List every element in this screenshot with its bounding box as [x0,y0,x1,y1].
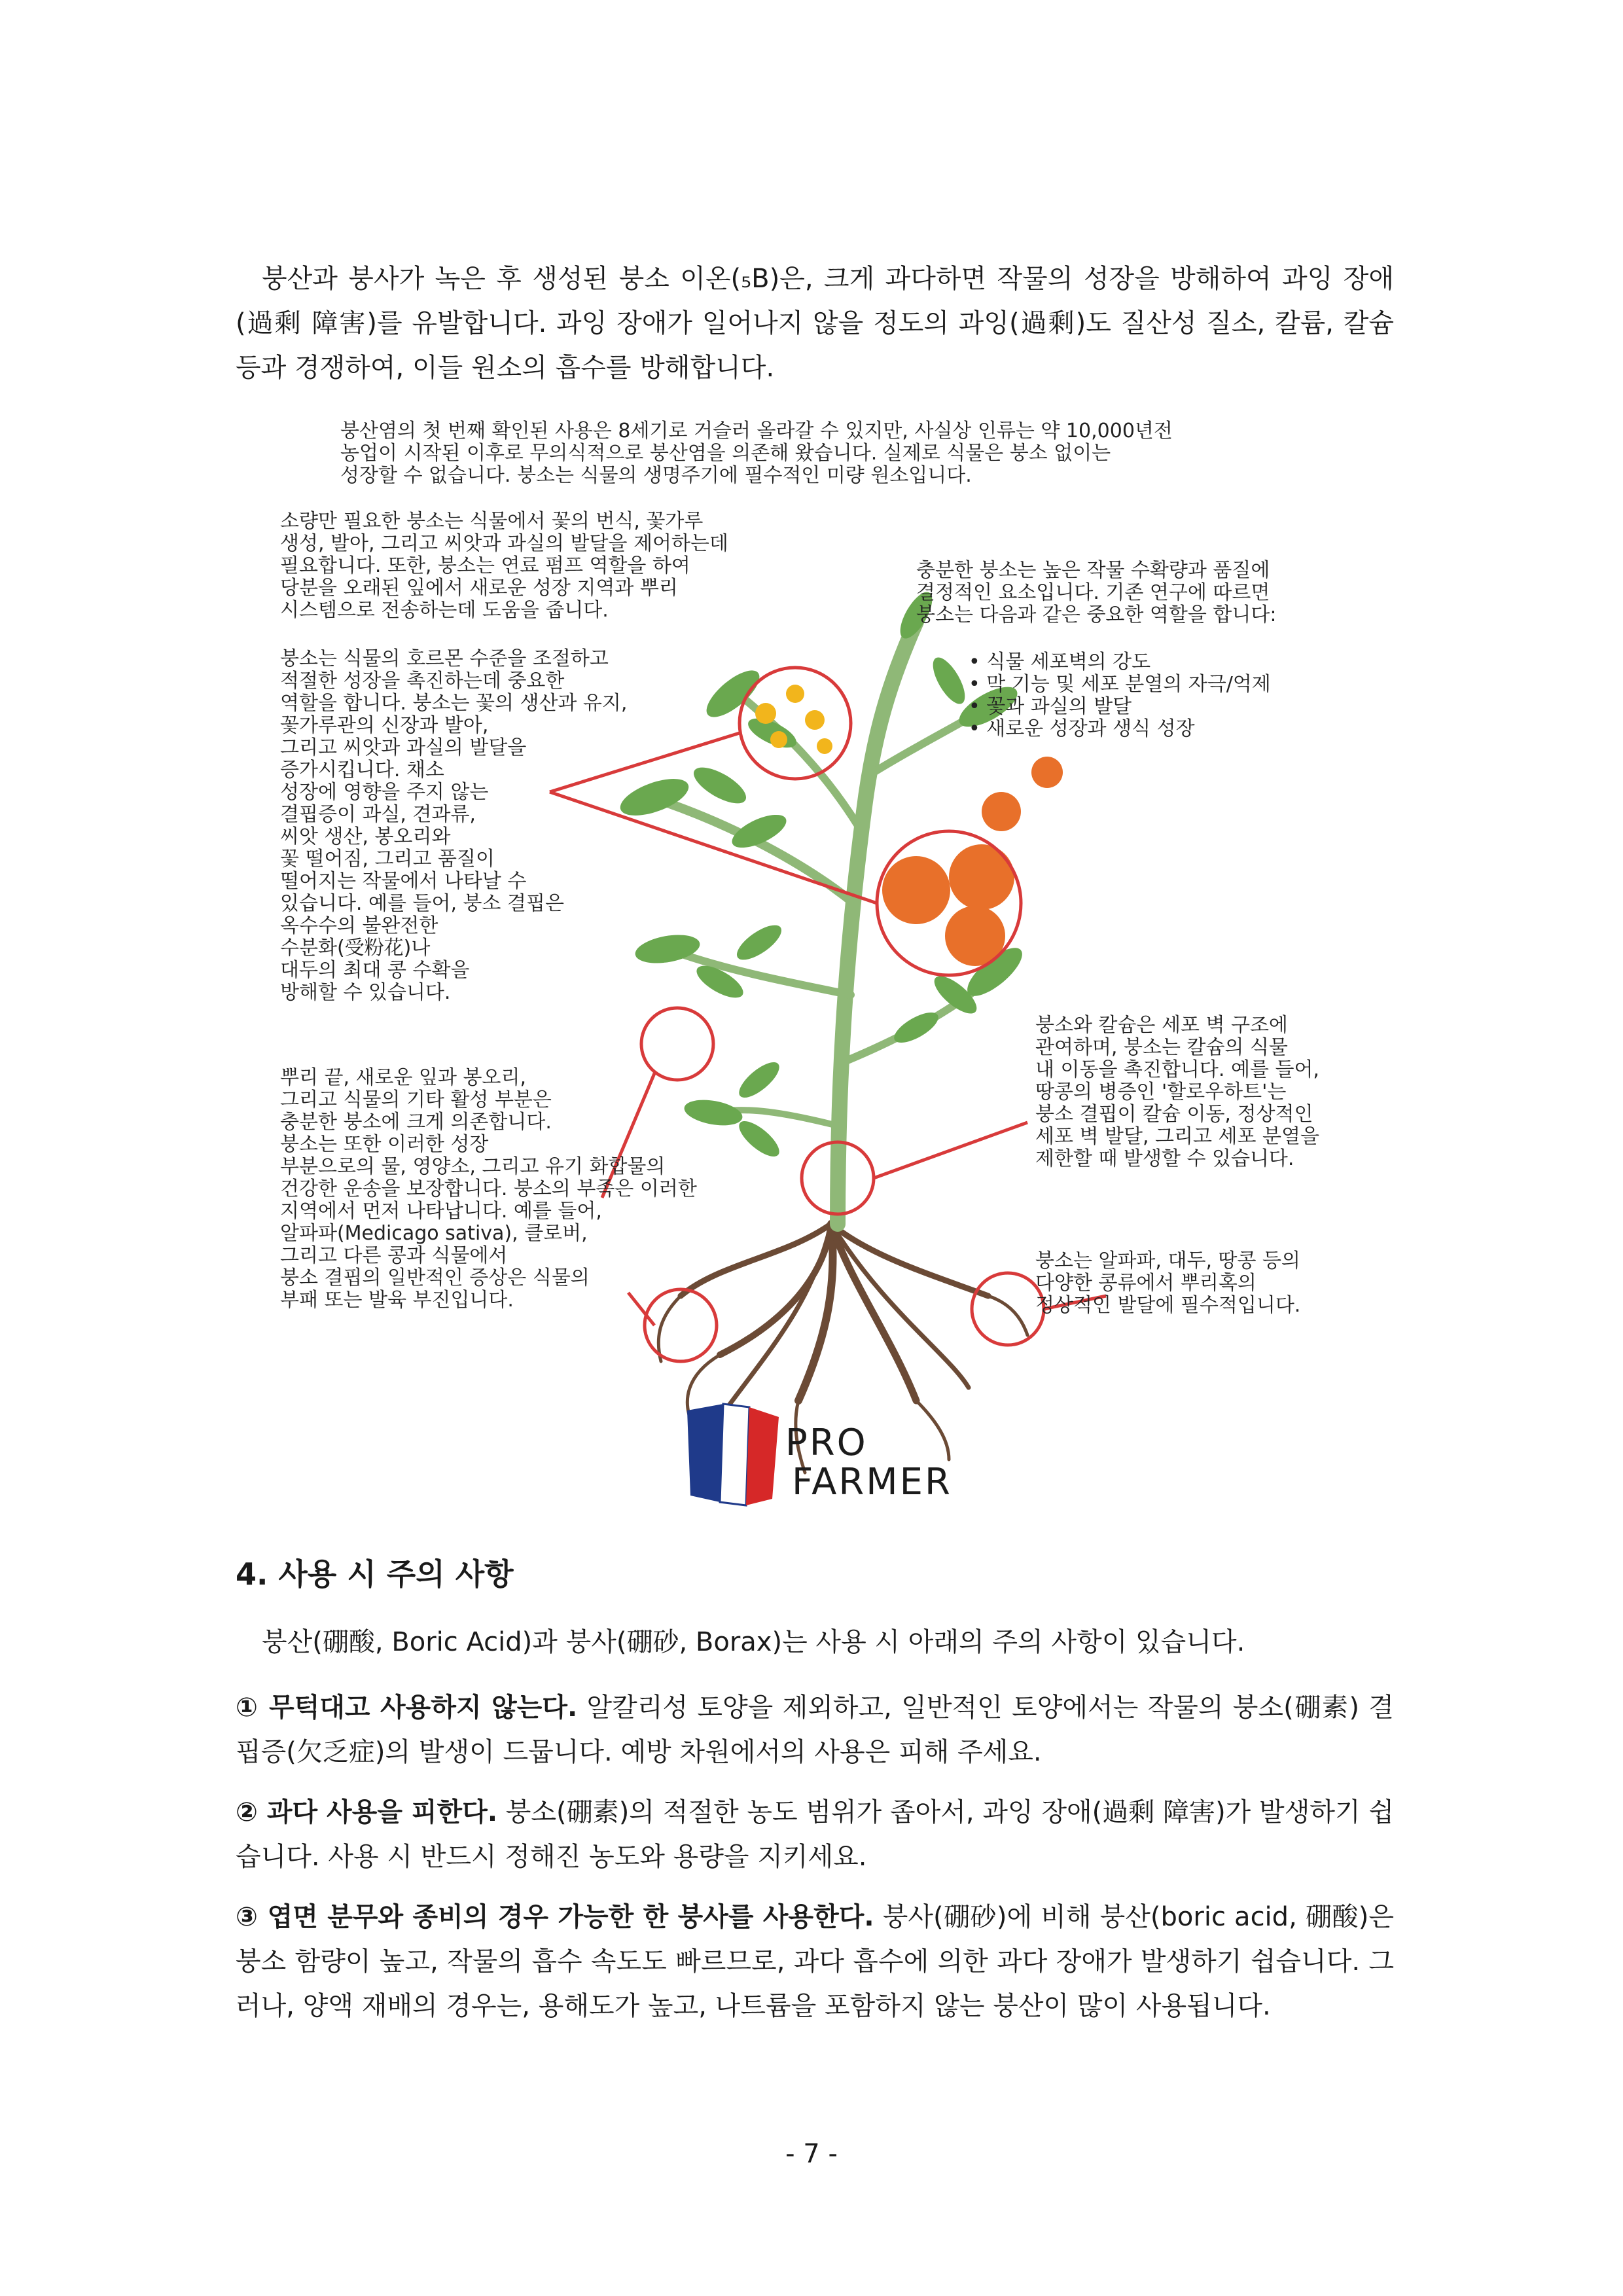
boron-plant-figure [262,406,1374,1532]
logo-emblem-icon [674,1391,785,1515]
intro-paragraph: 붕산과 붕사가 녹은 후 생성된 붕소 이온(₅B)은, 크게 과다하면 작물의 성장을 방해하여 과잉 장애(過剩 障害)를 유발합니다. 과잉 장애가 일어나지 않을 정도의 과잉(過剩)도 질산성 질소, 칼륨, 칼슘 등과 경쟁하여, 이들 원소의 흡수를 방해합니다. [236,264,1394,383]
logo-pro-text: PRO [785,1422,868,1464]
list-item: • 식물 세포벽의 강도 [969,651,1271,673]
caution-item-heading: ③ 엽면 분무와 종비의 경우 가능한 한 붕사를 사용한다. [236,1902,874,1932]
caution-item-1 [236,1685,1394,1774]
section-title: 4. 사용 시 주의 사항 [236,1556,514,1592]
profarmer-logo [674,1391,1041,1515]
boron-hormone-note: 붕소는 식물의 호르몬 수준을 조절하고 적절한 성장을 촉진하는데 중요한 역할을 합니다. 붕소는 꽃의 생산과 유지, 꽃가루관의 신장과 발아, 그리고 씨앗과 과실의 발달을 증가시킵니다. 채소 성장에 영향을 주지 않는 결핍증이 과실, 견과류, 씨앗 생산, 봉오리와 꽃 떨어짐, 그리고 품질이 떨어지는 작물에서 나타날 수 있습니다. 예를 들어, 붕소 결핍은 옥수수의 불완전한 수분화(受粉花)나 대두의 최대 콩 수확을 방해할 수 있습니다. [280,647,628,1004]
list-item: • 꽃과 과실의 발달 [969,696,1271,718]
boron-history-note: 붕산염의 첫 번째 확인된 사용은 8세기로 거슬러 올라갈 수 있지만, 사실상 인류는 약 10,000년전 농업이 시작된 이후로 무의식적으로 붕산염을 의존해 왔습니다. 실제로 식물은 붕소 없이는 성장할 수 없습니다. 붕소는 식물의 생명주기에 필수적인 미량 원소입니다. [340,420,1173,487]
section-intro: 붕산(硼酸, Boric Acid)과 붕사(硼砂, Borax)는 사용 시 아래의 주의 사항이 있습니다. [262,1627,1245,1657]
caution-item-text: 붕소(硼素)의 적절한 농도 범위가 좁아서, 과잉 장애(過剩 障害)가 발생하기 쉽습니다. 사용 시 반드시 정해진 농도와 용량을 지키세요. [236,1797,1394,1872]
page-number: - 7 - [785,2139,838,2169]
boron-reproduction-note: 소량만 필요한 붕소는 식물에서 꽃의 번식, 꽃가루 생성, 발아, 그리고 씨앗과 과실의 발달을 제어하는데 필요합니다. 또한, 붕소는 연료 펌프 역할을 하여 당분을 오래된 잎에서 새로운 성장 지역과 뿌리 시스템으로 전송하는데 도움을 줍니다. [280,510,728,622]
boron-nodule-note: 붕소는 알파파, 대두, 땅콩 등의 다양한 콩류에서 뿌리혹의 정상적인 발달에 필수적입니다. [1035,1249,1301,1317]
list-item: • 새로운 성장과 생식 성장 [969,718,1271,740]
caution-item-3 [236,1895,1394,2028]
caution-item-heading: ② 과다 사용을 피한다. [236,1797,498,1827]
caution-item-2 [236,1790,1394,1879]
caution-item-text: 붕사(硼砂)에 비해 붕산(boric acid, 硼酸)은 붕소 함량이 높고, 작물의 흡수 속도도 빠르므로, 과다 흡수에 의한 과다 장애가 발생하기 쉽습니다. 그러나, 양액 재배의 경우는, 용해도가 높고, 나트륨을 포함하지 않는 붕산이 많이 사용됩니다. [236,1902,1394,2021]
caution-item-heading: ① 무턱대고 사용하지 않는다. [236,1693,578,1723]
list-item: • 막 기능 및 세포 분열의 자극/억제 [969,673,1271,696]
boron-roles-list [969,651,1271,740]
tomatoes [882,757,1063,966]
caution-item-text: 알칼리성 토양을 제외하고, 일반적인 토양에서는 작물의 붕소(硼素) 결핍증(欠乏症)의 발생이 드뭅니다. 예방 차원에서의 사용은 피해 주세요. [236,1693,1394,1767]
logo-farmer-text: FARMER [792,1461,952,1503]
boron-growth-parts-note: 뿌리 끝, 새로운 잎과 봉오리, 그리고 식물의 기타 활성 부분은 충분한 붕소에 크게 의존합니다. 붕소는 또한 이러한 성장 부분으로의 물, 영양소, 그리고 유기 화합물의 건강한 운송을 보장합니다. 붕소의 부족은 이러한 지역에서 먼저 나타납니다. 예를 들어, 알파파(Medicago sativa), 클로버, 그리고 다른 콩과 식물에서 붕소 결핍의 일반적인 증상은 식물의 부패 또는 발육 부진입니다. [280,1066,697,1312]
boron-calcium-note: 붕소와 칼슘은 세포 벽 구조에 관여하며, 붕소는 칼슘의 식물 내 이동을 촉진합니다. 예를 들어, 땅콩의 병증인 '할로우하트'는 붕소 결핍이 칼슘 이동, 정상적인 세포 벽 발달, 그리고 세포 분열을 제한할 때 발생할 수 있습니다. [1035,1014,1319,1170]
boron-yield-note: 충분한 붕소는 높은 작물 수확량과 품질에 결정적인 요소입니다. 기존 연구에 따르면 붕소는 다음과 같은 중요한 역할을 합니다: [916,559,1277,626]
